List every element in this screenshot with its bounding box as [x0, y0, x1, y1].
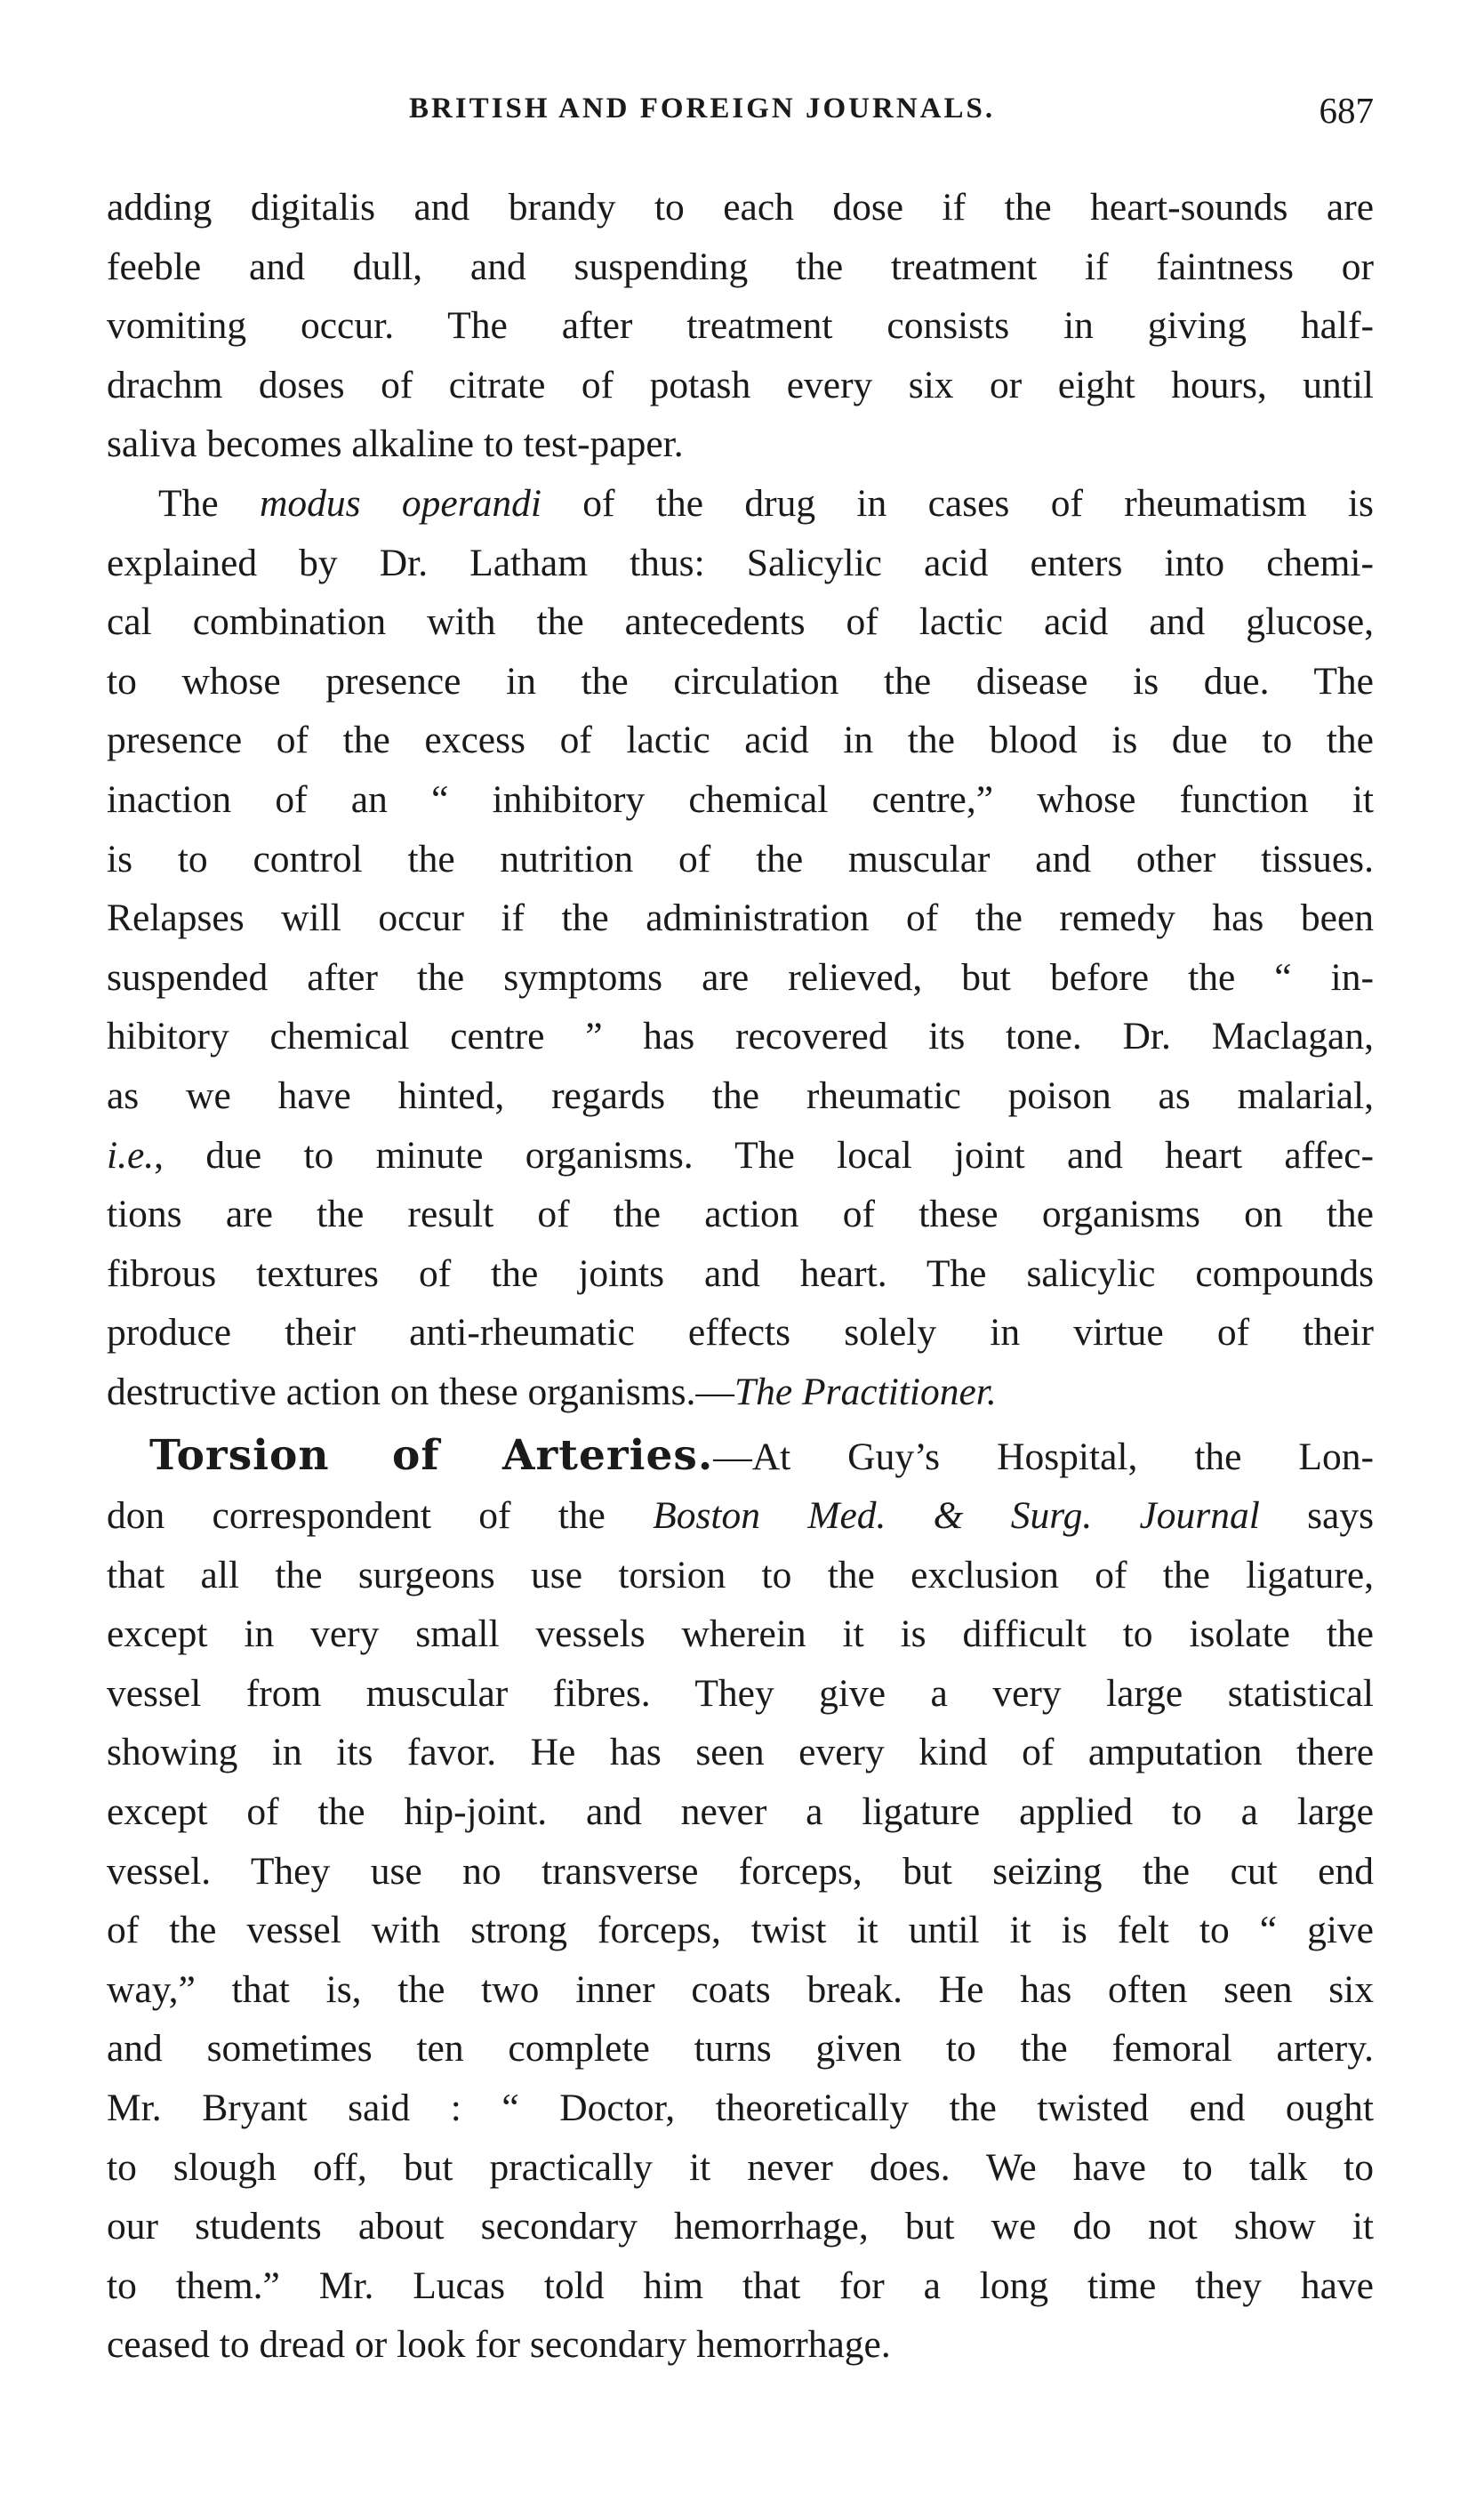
text-line: saliva becomes alkaline to test-paper. [107, 422, 684, 466]
section-heading: Torsion of Arteries. [149, 1431, 714, 1481]
text-line: our students about secondary hemorrhage, but we do not show it [107, 2205, 1374, 2248]
text-run: of the drug in cases of rheumatism is [541, 481, 1374, 525]
text-line: of the vessel with strong forceps, twist it until it is felt to “ give [107, 1909, 1374, 1952]
text-line: vessel. They use no transverse forceps, but seizing the cut end [107, 1849, 1374, 1893]
text-line: adding digitalis and brandy to each dose if the heart-sounds are [107, 186, 1374, 229]
body-text [107, 178, 1374, 2375]
text-line: vomiting occur. The after treatment consists in giving half- [107, 304, 1374, 348]
text-line: fibrous textures of the joints and heart. The salicylic compounds [107, 1251, 1374, 1295]
text-line [107, 1126, 1374, 1186]
text-line: to them.” Mr. Lucas told him that for a long time they have [107, 2264, 1374, 2307]
text-line: drachm doses of citrate of potash every six or eight hours, until [107, 363, 1374, 406]
text-line: except in very small vessels wherein it is difficult to isolate the [107, 1612, 1374, 1656]
text-line: Mr. Bryant said : “ Doctor, theoretically the twisted end ought [107, 2087, 1374, 2129]
paragraph-modus-operandi [107, 474, 1374, 1422]
text-line: cal combination with the antecedents of lactic acid and glucose, [107, 600, 1374, 644]
text-line: and sometimes ten complete turns given to the femoral artery. [107, 2027, 1374, 2071]
page-number: 687 [1319, 90, 1374, 131]
text-line: that all the surgeons use torsion to the exclusion of the ligature, [107, 1553, 1374, 1596]
section-torsion-of-arteries [107, 1427, 1374, 2375]
text-line: feeble and dull, and suspending the treatment if faintness or [107, 245, 1374, 288]
source-citation: The Practitioner. [734, 1370, 997, 1413]
italic-term: modus operandi [259, 481, 541, 525]
text-line: ceased to dread or look for secondary hemorrhage. [107, 2323, 891, 2367]
text-line [107, 1486, 1374, 1546]
text-run: don correspondent of the [107, 1494, 654, 1538]
text-line: way,” that is, the two inner coats break. He has often seen six [107, 1967, 1374, 2011]
text-run: At Guy’s Hospital, the Lon- [751, 1435, 1374, 1479]
text-run: destructive action on these organisms.— [107, 1370, 734, 1413]
text-line: as we have hinted, regards the rheumatic poison as malarial, [107, 1074, 1374, 1117]
paragraph-continuation [107, 178, 1374, 474]
text-line: suspended after the symptoms are relieved, but before the “ in- [107, 955, 1374, 999]
text-line: except of the hip-joint. and never a ligature applied to a large [107, 1790, 1374, 1834]
text-line: is to control the nutrition of the muscular and other tissues. [107, 837, 1374, 881]
text-line: explained by Dr. Latham thus: Salicylic acid enters into chemi- [107, 541, 1374, 584]
text-line: produce their anti-rheumatic effects solely in virtue of their [107, 1311, 1374, 1355]
text-line: presence of the excess of lactic acid in the blood is due to the [107, 719, 1374, 762]
text-line [107, 1427, 1374, 1486]
italic-abbreviation: i.e. [107, 1133, 155, 1177]
text-line: tions are the result of the action of these organisms on the [107, 1193, 1374, 1236]
text-line: Relapses will occur if the administration of the remedy has been [107, 897, 1374, 940]
text-line [107, 474, 1374, 534]
text-line: inaction of an “ inhibitory chemical centre,” whose function it [107, 777, 1374, 821]
journal-name: Boston Med. & Surg. Journal [653, 1494, 1260, 1538]
text-line: showing in its favor. He has seen every kind of amputation there [107, 1731, 1374, 1774]
text-run: — [713, 1435, 752, 1479]
text-line: to slough off, but practically it never does. We have to talk to [107, 2145, 1374, 2189]
text-line: to whose presence in the circulation the disease is due. The [107, 659, 1374, 703]
text-run: says [1259, 1494, 1374, 1538]
running-title: BRITISH AND FOREIGN JOURNALS. [409, 92, 996, 125]
text-line: hibitory chemical centre ” has recovered its tone. Dr. Maclagan, [107, 1015, 1374, 1058]
text-run: , due to minute organisms. The local joint and heart affec- [154, 1133, 1374, 1177]
text-line [107, 1363, 1374, 1422]
text-line: vessel from muscular fibres. They give a very large statistical [107, 1671, 1374, 1715]
text-run: The [158, 481, 260, 525]
running-head [107, 89, 1374, 142]
